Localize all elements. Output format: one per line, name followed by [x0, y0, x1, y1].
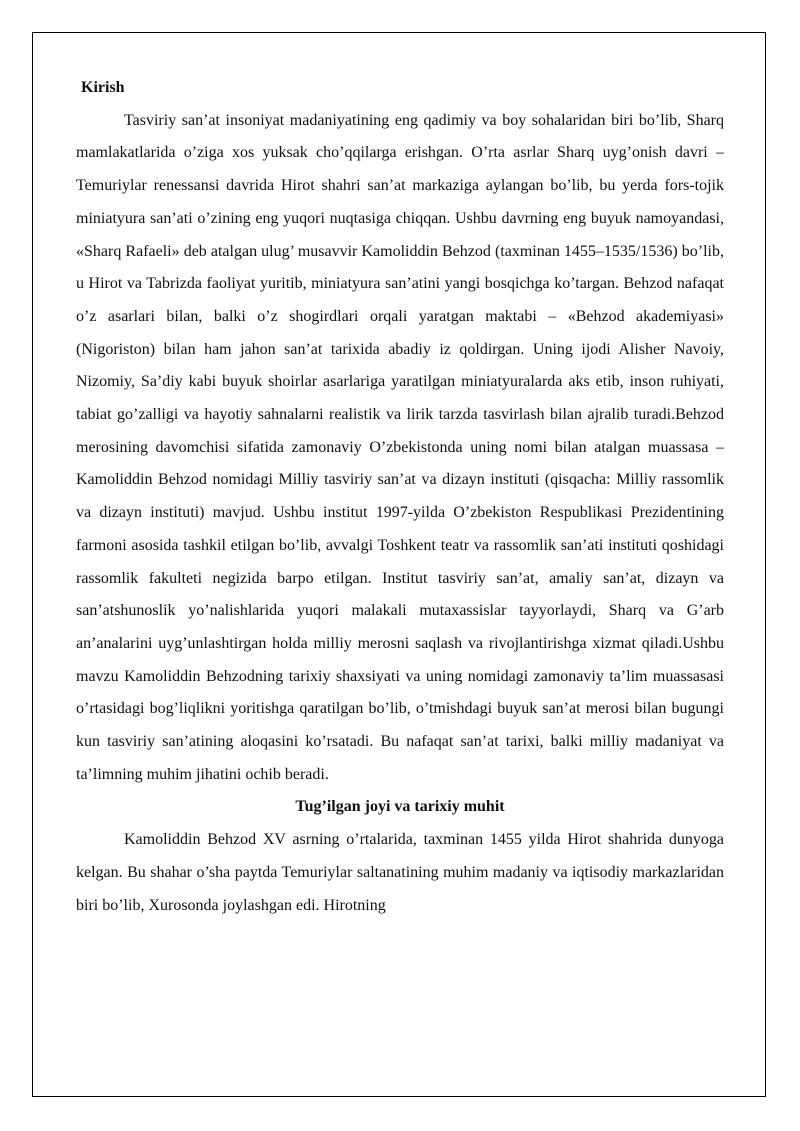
section-heading-birthplace: Tug’ilgan joyi va tarixiy muhit [295, 798, 505, 816]
intro-paragraph: Tasviriy san’at insoniyat madaniyatining eng qadimiy va boy sohalaridan biri bo’lib, Sharq mamlakatlarida o’ziga xos yuksak cho’qqilarga erishgan. O’rta asrlar Sharq uyg’onish davri – Temuriylar renessansi davrida Hirot shahri san’at markaziga aylangan bo’lib, bu yerda fors-tojik miniatyura san’ati o’zining eng yuqori nuqtasiga chiqqan. Ushbu davrning eng buyuk namoyandasi, «Sharq Rafaeli» deb atalgan ulug’ musavvir Kamoliddin Behzod (taxminan 1455–1535/1536) bo’lib, u Hirot va Tabrizda faoliyat yuritib, miniatyura san’atini yangi bosqichga ko’targan. Behzod nafaqat o’z asarlari bilan, balki o’z shogirdlari orqali yaratgan maktabi – «Behzod akademiyasi» (Nigoriston) bilan ham jahon san’at tarixida abadiy iz qoldirgan. Uning ijodi Alisher Navoiy, Nizomiy, Sa’diy kabi buyuk shoirlar asarlariga yaratilgan miniatyuralarda aks etib, inson ruhiyati, tabiat go’zalligi va hayotiy sahnalarni realistik va lirik tarzda tasvirlash bilan ajralib turadi.Behzod merosining davomchisi sifatida zamonaviy O’zbekistonda uning nomi bilan atalgan muassasa – Kamoliddin Behzod nomidagi Milliy tasviriy san’at va dizayn instituti (qisqacha: Milliy rassomlik va dizayn instituti) mavjud. Ushbu institut 1997-yilda O’zbekiston Respublikasi Prezidentining farmoni asosida tashkil etilgan bo’lib, avvalgi Toshkent teatr va rassomlik san’ati instituti qoshidagi rassomlik fakulteti negizida barpo etilgan. Institut tasviriy san’at, amaliy san’at, dizayn va san’atshunoslik yo’nalishlarida yuqori malakali mutaxassislar tayyorlaydi, Sharq va G’arb an’analarini uyg’unlashtirgan holda milliy merosni saqlash va rivojlantirishga xizmat qiladi.Ushbu mavzu Kamoliddin Behzodning tarixiy shaxsiyati va uning nomidagi zamonaviy ta’lim muassasasi o’rtasidagi bog’liqlikni yoritishga qaratilgan bo’lib, o’tmishdagi buyuk san’at merosi bilan bugungi kun tasviriy san’atining aloqasini ko’rsatadi. Bu nafaqat san’at tarixi, balki milliy madaniyat va ta’limning muhim jihatini ochib beradi. [76, 111, 724, 783]
birthplace-paragraph: Kamoliddin Behzod XV asrning o’rtalarida, taxminan 1455 yilda Hirot shahrida dunyoga kelgan. Bu shahar o’sha paytda Temuriylar saltanatining muhim madaniy va iqtisodiy markazlaridan biri bo’lib, Xurosonda joylashgan edi. Hirotning [76, 831, 724, 914]
intro-heading: Kirish [81, 79, 125, 96]
document-body [76, 72, 724, 922]
